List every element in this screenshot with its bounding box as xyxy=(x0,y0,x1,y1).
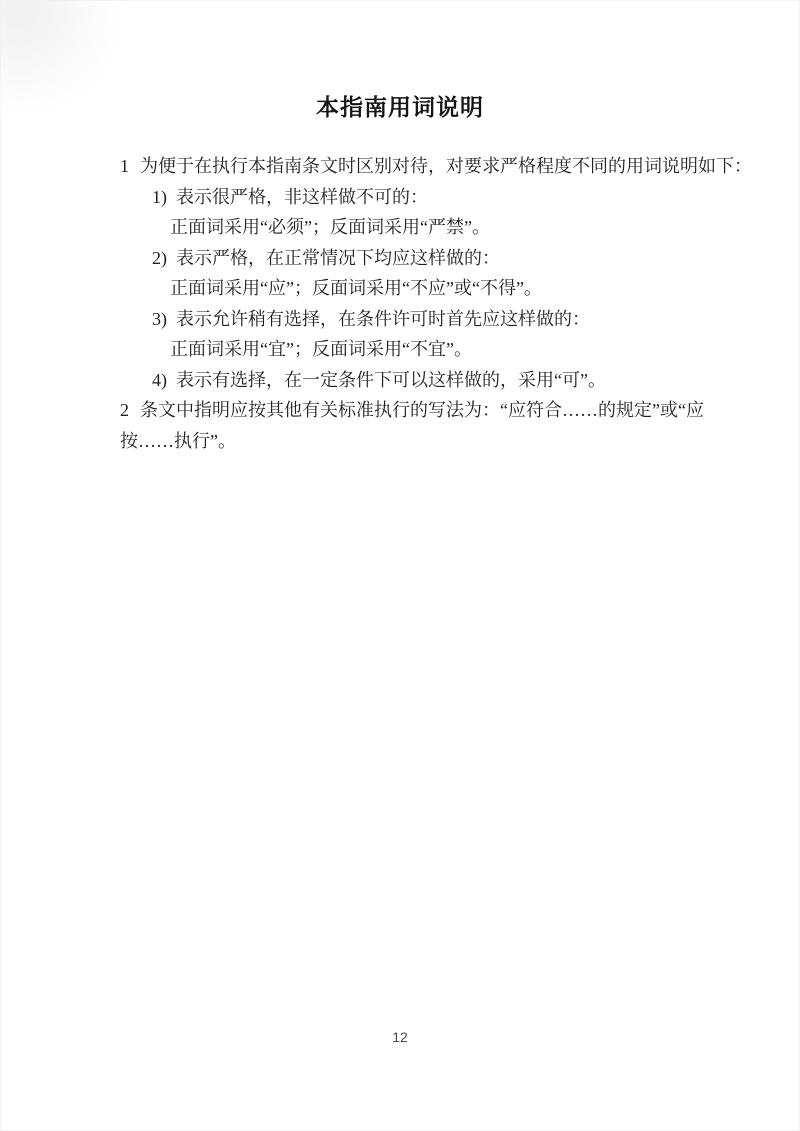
document-body xyxy=(120,151,752,456)
item-3-number: 3) xyxy=(152,308,167,329)
item-2-detail: 正面词采用“应”；反面词采用“不应”或“不得”。 xyxy=(170,278,542,298)
item-2-text: 表示严格，在正常情况下均应这样做的： xyxy=(176,247,500,268)
item-3-text: 表示允许稍有选择，在条件许可时首先应这样做的： xyxy=(176,308,590,329)
page-number: 12 xyxy=(392,1029,408,1045)
clause-1-item-4 xyxy=(120,365,720,396)
clause-1-item-1 xyxy=(120,182,720,213)
clause-2-number: 2 xyxy=(120,400,129,420)
item-1-number: 1) xyxy=(152,186,167,207)
item-2-number: 2) xyxy=(152,247,167,268)
item-4-text: 表示有选择，在一定条件下可以这样做的，采用“可”。 xyxy=(176,369,606,390)
item-1-detail: 正面词采用“必须”；反面词采用“严禁”。 xyxy=(170,217,490,237)
clause-2-line-2: 按……执行”。 xyxy=(120,430,236,451)
clause-1-number: 1 xyxy=(120,156,129,176)
clause-1 xyxy=(120,151,752,182)
clause-1-item-2 xyxy=(120,243,720,274)
clause-2-line-1 xyxy=(120,395,720,426)
clause-2-text-line-1: 条文中指明应按其他有关标准执行的写法为：“应符合……的规定”或“应 xyxy=(140,400,704,420)
item-3-detail: 正面词采用“宜”；反面词采用“不宜”。 xyxy=(170,339,472,359)
clause-1-item-3 xyxy=(120,304,720,335)
item-4-number: 4) xyxy=(152,369,167,390)
clause-1-text: 为便于在执行本指南条文时区别对待，对要求严格程度不同的用词说明如下： xyxy=(140,156,752,176)
item-1-text: 表示很严格，非这样做不可的： xyxy=(176,186,428,207)
page-title: 本指南用词说明 xyxy=(316,94,484,120)
